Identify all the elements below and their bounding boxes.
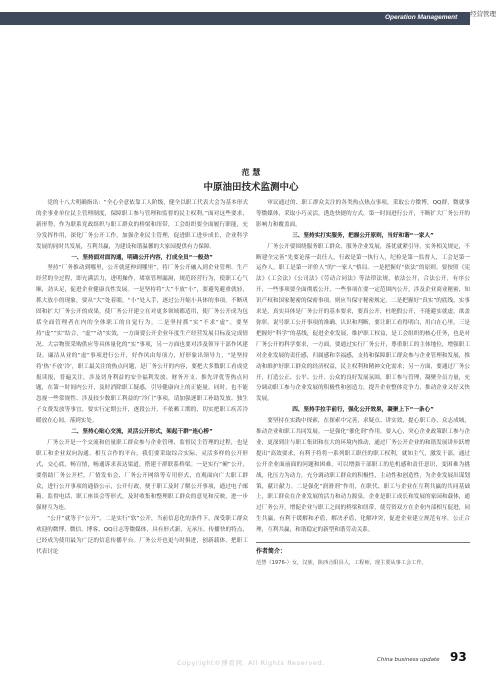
paragraph: 坚持“厂务推动到哪里，公开就延伸到哪里”，将厂务公开融入到企业管理、生产经营的全过程，即充满活力，进明操作，堵塞管理漏洞，规范经营行为，使职工心气顺，劲头足，促进企业健康良性发展。一是坚持将“大”不放“小”，要避免避重就轻，抓大放小的现象，要从“大”处着眼，“小”处入手，逐过公开缩小具体的事项。不断巩固和扩大厂务公开的成果，使厂务公开建立在对更多领域都适用，使厂务公开成为包括全面管理者在内的全体职工的自觉行为。二是坚持抓“实”不求“虚”。要坚持“虚”“实”结合，“虚”“动”实效，一方面要公开企业年度生产经营发展目标及完成情况、大宗物资采购供应等具体量化的“实”事项，另一方面也要对涉及领导干部作风建设、廉洁从业的“虚”事项进行公开，好作风由每项力，好形象出领导力，“是坚持将‘热’不放‘冷’，职工最关注的热点问题，是厂务公开的内容，要把大多数职工看成党报读报，普遍关注，涉及切身利益的安全福利发放、财务开支、推先评优等热点问题，在第一时间内公开，及时消除职工疑惑，引导健康向上的正能量。同时，也不能忽视一些常规性、涉及较少数职工利益的“冷门”事项，请加强逐职工补助发放、独生子女费发放等事宜，要实行定期公开，逐段公开，不依赖工期的，切实把职工疾苦冷暖放在心间，落到实处。: [36, 265, 248, 425]
article-title: 中原油田技术监测中心: [203, 182, 299, 193]
author-note: [256, 547, 470, 569]
author-note-content: 范慧（1976-）女，汉族，陕西合阳县人，工程师，现主要从事工会工作。: [256, 560, 427, 566]
paragraph: 审议通过的、职工群众关注的各类热点热点事项，采取公方微博，QQ群，微就事等微媒体，采取小巧灵活，透迭快捷的方式，第一时间进行公开，不断扩大厂务公开的影响力和覆盖面。: [256, 200, 470, 228]
paragraph: “公开”就等于“公开”，二是实行“软”公开，当前信息化的条件下，深受职工群众欢迎的微博、微信、博客、QQ日志等微媒体，具有形式新，无承压、传播快的特点，已经成为使用最为广泛的信息传播平台。厂务公开也更与时俱进，创新载体，把职工代表讨论: [36, 516, 248, 555]
section-title: Operation Management: [385, 14, 458, 21]
section-heading: 一、坚持面对面沟通，明确公开内容，打成全员“一般劲”: [71, 254, 213, 261]
section-heading: 二、坚持心贴心交流，灵活公开形式，架起干群“连心桥”: [71, 429, 213, 436]
copyright-watermark: Copyright©博看网. All Rights Reserved.: [177, 659, 325, 667]
paragraph: 要坚持在实践中探索，在探索中完善，求疑点、讲实效，提心职工办、众志成城，推动企业和职工共同发展。一是强化“催化剂”作用，要入心，突心企业政策职工参与企业，更深到注与职工集团和在大的环境内推动，通过厂务公开企业的和谐发展讲步跃增提出“高效要求，有利于将将一系列职工职任的职工权利，就知主气，激发干部，通过公开企业面前面的问题和困难，可以增强干部职工的危机感和责任意识，变困难为挑战，化压力为动力，充分调动职工群众的积极性，主动性和创造性，为企业发展出谋划策，献计献力。二是强化“润滑剂”作用，在职代、职工与企业在互利共赢的共同基础上，职工群众在企业发展的活力和动力源泉，企业是职工成长和发展的家园和载体，通过厂务公开，增促企业与职工之间的桥梁和纽带，使劳资双方在企业内部相互促进，同生共赢，有利于缓解和矛盾，解决矛盾，化解冲突，促进企业建立规范有序，公正合理，互利共赢，和谐稳定的新型和谐劳动关系。: [256, 418, 470, 534]
paragraph: 厂务公开是一个交流和倍量职工群众参与企业管理、监督民主管理的过程，也是职工和企业双向沟通、相互合作的平台。我们要采取综合实际，灵活多样的公开形式，交心底，畅宣情，畅通诉求表达渠道，搭建干群联系桥梁。一是实行“硬”公开，要借助厂务公开栏，厂情发布会、厂务公开网络等专用形式，直观面向广大职工群众，进行公开事项的通俗公示，公开行政，便于职工及时了解公开事项，通过电子邮箱、监督电话、职工座谈会等形式，及时收集和整理职工群众的意见和反映，进一步强财互为连。: [36, 439, 248, 512]
section-heading: 四、坚持手拉手前行，强化公开效果，凝聚上下“一条心”: [292, 407, 434, 414]
left-column: [36, 198, 248, 558]
author-note-label: 作者简介：: [256, 548, 287, 556]
magazine-name: China business update: [377, 657, 440, 663]
page-number: 93: [450, 650, 467, 664]
paragraph: 厂务公开要围绕服务职工群众、服务企业发展，落优就紧引导，实务相关规定，不断建全完善“先要论落一责任人，行政是第一执行人，纪检是第一监督人，工会是第一运作人，职工是第一评价人”的“一家人”格局。一是把握好“依法”的原则。要按照《宪法》《工会法》《公司法》《劳动合同法》等法律法规，依法公开，合法公开，有序公开，一些事项要全面彻底公开，一些事项在要一定范围内公开，涉及企业商业秘密，知识产权和国家秘密的保密事项，则应当保守秘密规定。二是把握好“真实”的底线。实事求是，真实具体是厂务公开的基本要求，要真公开，杜绝假公开，不能避实就虚，欲盖弥彰。说号职工公开事项的准确、认识和判断，要让职工看得明白，用白在心里。三是把握好“科学”的基线，促进企业发展，维护职工权益，是工会组织的核心任务，也是对厂务公开的科学要求，一方面，要通过实行厂务公开，尊重职工的主体地位，增强职工对企业发展的责任感，归属感和幸福感，支持和保障职工群众参与企业管理和发展，推动和维护好职工群众的经济权益，民主权利和精神文化需求；另一方面，要通过厂务公开，打造公正、公平、公开、公众的良好发展氛围，职工参与管理，凝聚全员力量，充分调动职工参与企业发展的积极性和创造力，提升企业整体竞争力，推动企业又好又快发展。: [256, 243, 470, 403]
paragraph: 党的十八大明确指出：“全心全意依靠工人阶级，健全以职工代表大会为基本形式的企事业单位民主管理制度，保障职工参与管理和监督的民主权利。”面对这些要求，新形势、作为联系党政组织与职工群众的桥梁和纽带，工会组织要全面履行职能，充分发挥作用，深化厂务公开工作，加强企业民主管理，促进职工进步成长，企业科学发展的同时共发展，互利共赢，为建设和谐温馨的大家园提供有力保障。: [36, 200, 248, 250]
section-subtitle: 经营管理: [470, 10, 496, 18]
right-column: [256, 198, 470, 569]
article-author: 范 慧: [241, 168, 261, 177]
section-heading: 三、坚持实打实服务，把握公开原则，当好和谐“一家人”: [292, 232, 434, 239]
divider: [256, 542, 470, 543]
